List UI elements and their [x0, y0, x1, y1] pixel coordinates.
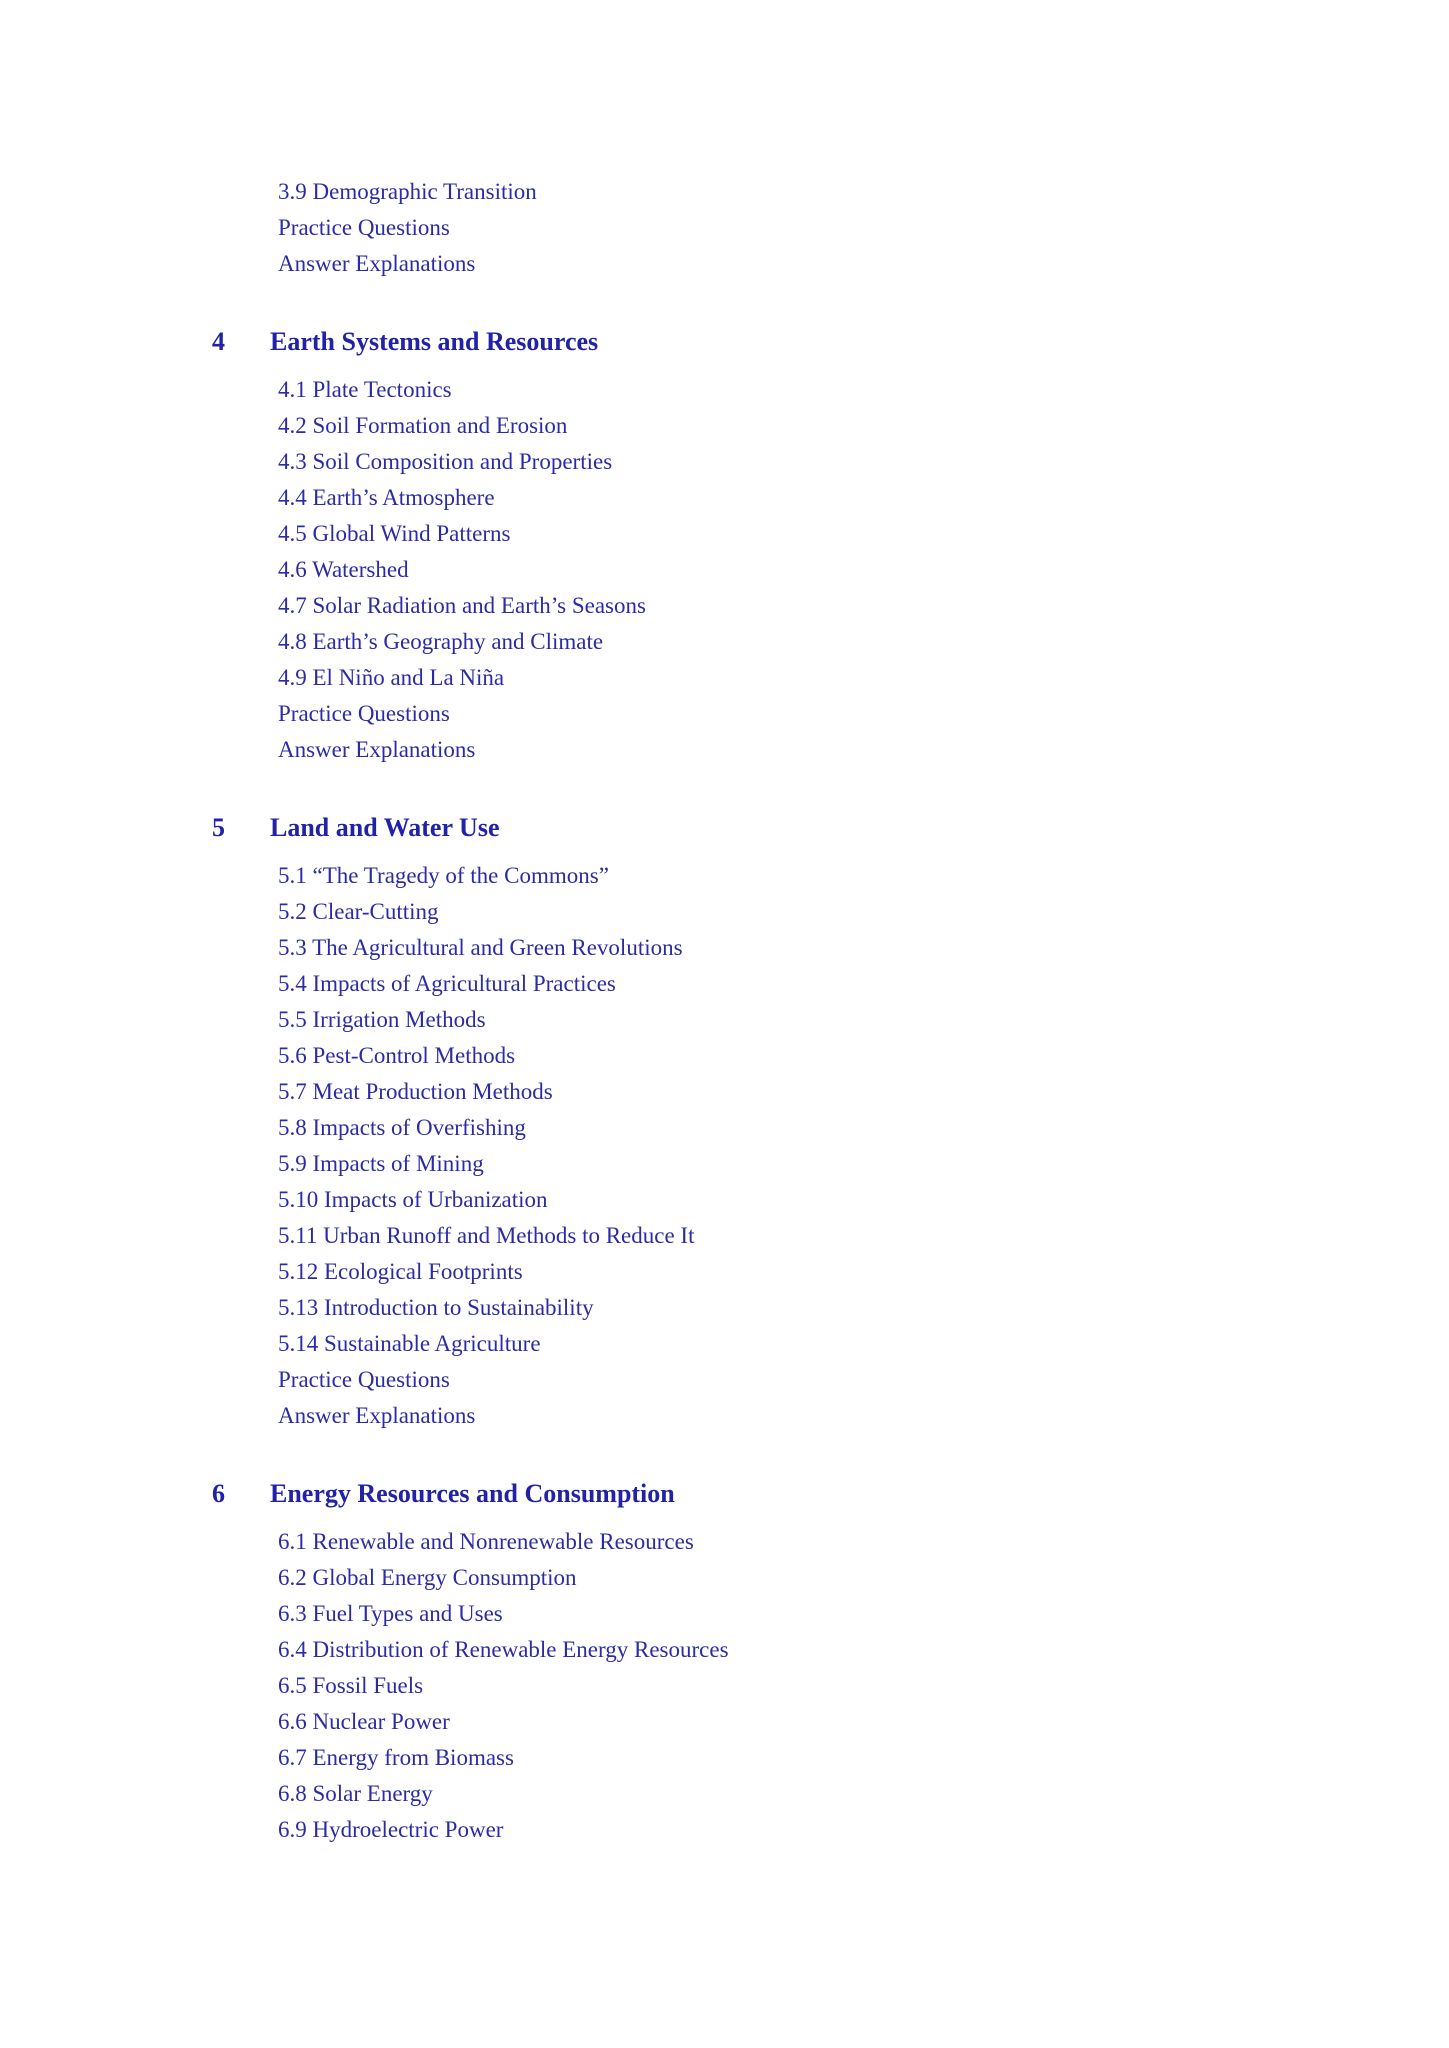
- chapter-section: [212, 1474, 729, 1848]
- toc-entry[interactable]: 3.9 Demographic Transition: [278, 179, 537, 204]
- toc-entry[interactable]: Practice Questions: [278, 215, 450, 240]
- toc-entry[interactable]: Answer Explanations: [278, 1403, 476, 1428]
- toc-entry[interactable]: 5.2 Clear-Cutting: [278, 899, 439, 924]
- chapter-title: Energy Resources and Consumption: [270, 1479, 675, 1508]
- toc-entry[interactable]: Answer Explanations: [278, 737, 476, 762]
- chapter-items-list: [212, 372, 729, 768]
- toc-entry[interactable]: 6.9 Hydroelectric Power: [278, 1817, 504, 1842]
- toc-entry[interactable]: 4.9 El Niño and La Niña: [278, 665, 505, 690]
- toc-entry[interactable]: 5.13 Introduction to Sustainability: [278, 1295, 594, 1320]
- chapter-section: [212, 322, 729, 768]
- chapter-number: 5: [212, 813, 225, 842]
- toc-entry[interactable]: 4.3 Soil Composition and Properties: [278, 449, 613, 474]
- toc-entry[interactable]: 5.8 Impacts of Overfishing: [278, 1115, 526, 1140]
- toc-entry[interactable]: 5.7 Meat Production Methods: [278, 1079, 553, 1104]
- toc-entry[interactable]: 5.5 Irrigation Methods: [278, 1007, 486, 1032]
- toc-entry[interactable]: 5.1 “The Tragedy of the Commons”: [278, 863, 609, 888]
- toc-entry[interactable]: 5.12 Ecological Footprints: [278, 1259, 523, 1284]
- chapter-number: 4: [212, 327, 225, 356]
- chapter-title: Earth Systems and Resources: [270, 327, 599, 356]
- toc-entry[interactable]: 5.9 Impacts of Mining: [278, 1151, 484, 1176]
- chapter-heading[interactable]: [212, 1474, 729, 1514]
- toc-entry[interactable]: 4.7 Solar Radiation and Earth’s Seasons: [278, 593, 646, 618]
- toc-page: [212, 174, 729, 1848]
- toc-entry[interactable]: 6.6 Nuclear Power: [278, 1709, 450, 1734]
- toc-entry[interactable]: 4.8 Earth’s Geography and Climate: [278, 629, 604, 654]
- toc-entry[interactable]: 5.6 Pest-Control Methods: [278, 1043, 516, 1068]
- toc-entry[interactable]: 4.4 Earth’s Atmosphere: [278, 485, 495, 510]
- toc-entry[interactable]: 4.5 Global Wind Patterns: [278, 521, 511, 546]
- toc-entry[interactable]: 6.8 Solar Energy: [278, 1781, 433, 1806]
- toc-entry[interactable]: Practice Questions: [278, 1367, 450, 1392]
- chapter-title: Land and Water Use: [270, 813, 500, 842]
- toc-entry[interactable]: 5.10 Impacts of Urbanization: [278, 1187, 548, 1212]
- toc-entry[interactable]: 5.4 Impacts of Agricultural Practices: [278, 971, 616, 996]
- toc-entry[interactable]: 6.4 Distribution of Renewable Energy Resources: [278, 1637, 729, 1662]
- chapters-container: [212, 322, 729, 1848]
- leading-items-list: [212, 174, 729, 282]
- toc-entry[interactable]: 5.14 Sustainable Agriculture: [278, 1331, 541, 1356]
- toc-entry[interactable]: 5.11 Urban Runoff and Methods to Reduce It: [278, 1223, 695, 1248]
- chapter-items-list: [212, 858, 729, 1434]
- chapter-number: 6: [212, 1479, 225, 1508]
- toc-entry[interactable]: 6.3 Fuel Types and Uses: [278, 1601, 503, 1626]
- toc-entry[interactable]: 5.3 The Agricultural and Green Revolutions: [278, 935, 683, 960]
- chapter-section: [212, 808, 729, 1434]
- toc-entry[interactable]: Practice Questions: [278, 701, 450, 726]
- toc-entry[interactable]: 6.5 Fossil Fuels: [278, 1673, 424, 1698]
- chapter-heading[interactable]: [212, 322, 729, 362]
- toc-entry[interactable]: Answer Explanations: [278, 251, 476, 276]
- chapter-heading[interactable]: [212, 808, 729, 848]
- toc-entry[interactable]: 6.2 Global Energy Consumption: [278, 1565, 577, 1590]
- toc-entry[interactable]: 4.2 Soil Formation and Erosion: [278, 413, 568, 438]
- toc-entry[interactable]: 6.1 Renewable and Nonrenewable Resources: [278, 1529, 694, 1554]
- toc-entry[interactable]: 4.1 Plate Tectonics: [278, 377, 452, 402]
- chapter-items-list: [212, 1524, 729, 1848]
- toc-entry[interactable]: 6.7 Energy from Biomass: [278, 1745, 514, 1770]
- toc-entry[interactable]: 4.6 Watershed: [278, 557, 409, 582]
